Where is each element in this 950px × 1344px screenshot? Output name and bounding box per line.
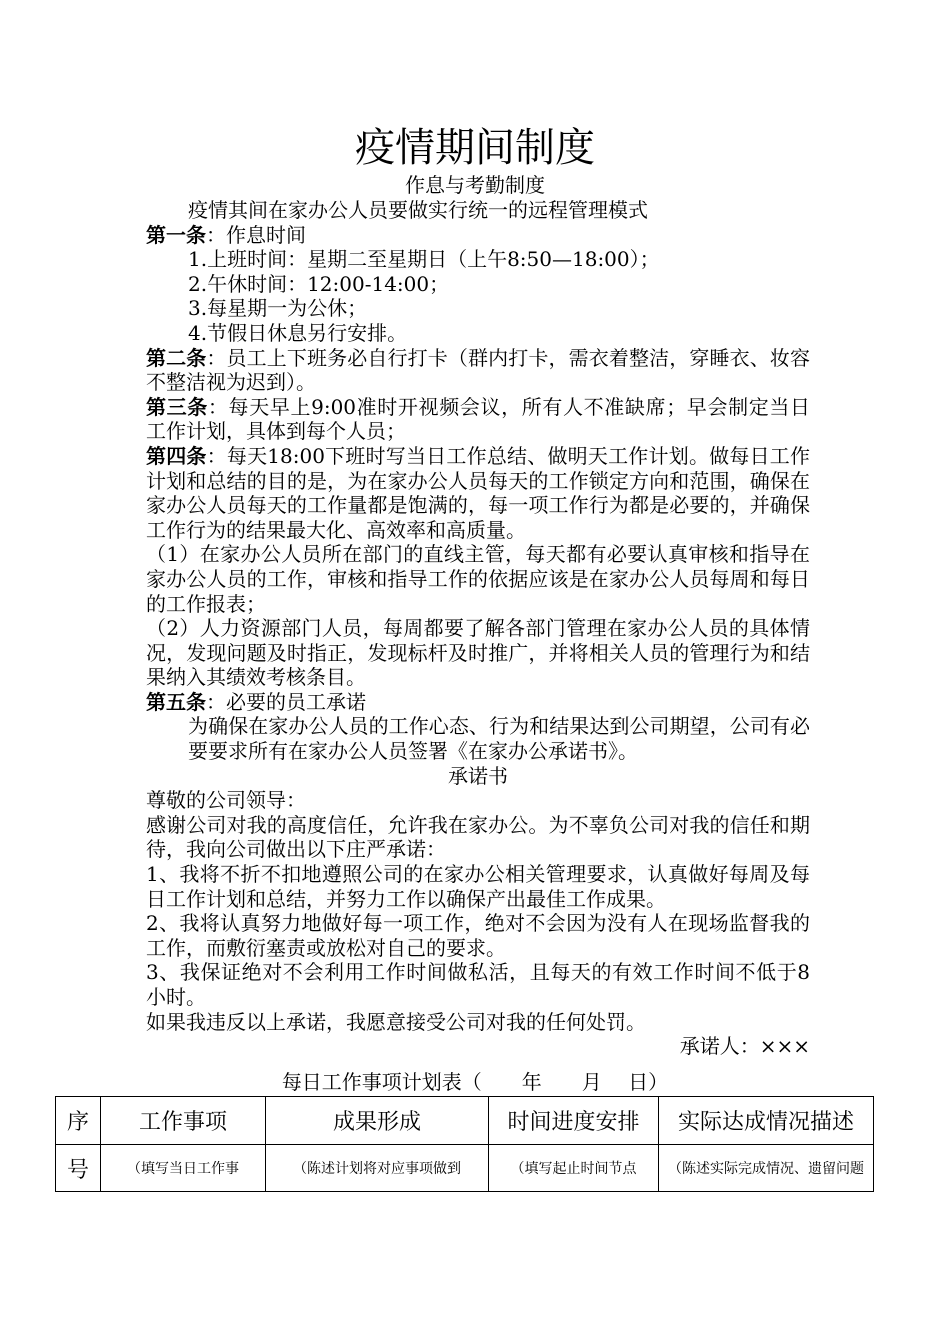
article-3 — [146, 395, 810, 444]
daily-plan-table — [55, 1096, 874, 1192]
article-2 — [146, 346, 810, 395]
header-cell-actual: 实际达成情况描述 — [659, 1097, 874, 1145]
header-cell-result: 成果形成 — [266, 1097, 489, 1145]
note-cell-schedule: （填写起止时间节点 — [489, 1145, 659, 1192]
article-4-point-1: （1）在家办公人员所在部门的直线主管，每天都有必要认真审核和指导在家办公人员的工作，审核和指导工作的依据应该是在家办公人员每周和每日的工作报表； — [146, 542, 810, 616]
header-cell-schedule: 时间进度安排 — [489, 1097, 659, 1145]
pledge-closing: 如果我违反以上承诺，我愿意接受公司对我的任何处罚。 — [146, 1009, 646, 1034]
article-1-item: 3.每星期一为公休； — [188, 296, 368, 321]
header-cell-seq: 序 — [56, 1097, 101, 1145]
note-cell-result: （陈述计划将对应事项做到 — [266, 1145, 489, 1192]
note-cell-seq: 号 — [56, 1145, 101, 1192]
document-title: 疫情期间制度 — [355, 125, 595, 171]
pledge-title: 承诺书 — [448, 763, 508, 788]
article-text: ：每天18:00下班时写当日工作总结、做明天工作计划。做每日工作计划和总结的目的是，为在家办公人员每天的工作锁定方向和范围，确保在家办公人员每天的工作量都是饱满的，每一项工作行为都是必要的，并确保工作行为的结果最大化、高效率和高质量。 — [146, 443, 811, 542]
note-cell-task: （填写当日工作事 — [101, 1145, 266, 1192]
pledge-greeting: 尊敬的公司领导： — [146, 788, 306, 813]
article-label: 第四条 — [146, 443, 207, 468]
article-text: ：作息时间 — [206, 222, 306, 247]
article-text: ：每天早上9:00准时开视频会议，所有人不准缺席；早会制定当日工作计划，具体到每个人员； — [146, 394, 811, 444]
pledge-item: 1、我将不折不扣地遵照公司的在家办公相关管理要求，认真做好每周及每日工作计划和总结，并努力工作以确保产出最佳工作成果。 — [146, 862, 810, 911]
note-cell-actual: （陈述实际完成情况、遗留问题 — [659, 1145, 874, 1192]
article-5-heading — [146, 690, 810, 715]
pledge-signer: 承诺人：××× — [679, 1034, 810, 1059]
article-label: 第三条 — [146, 394, 208, 419]
pledge-intro: 感谢公司对我的高度信任，允许我在家办公。为不辜负公司对我的信任和期待，我向公司做出以下庄严承诺： — [146, 812, 810, 862]
table-note-row — [56, 1145, 874, 1192]
article-label: 第五条 — [146, 689, 206, 714]
article-label: 第二条 — [146, 345, 207, 370]
document-subtitle: 作息与考勤制度 — [405, 173, 545, 197]
article-5-body: 为确保在家办公人员的工作心态、行为和结果达到公司期望，公司有必要要求所有在家办公人员签署《在家办公承诺书》。 — [188, 714, 810, 764]
article-text: ：必要的员工承诺 — [206, 689, 366, 714]
article-4-point-2: （2）人力资源部门人员，每周都要了解各部门管理在家办公人员的具体情况，发现问题及时指正，发现标杆及时推广，并将相关人员的管理行为和结果纳入其绩效考核条目。 — [146, 616, 810, 690]
table-header-row — [56, 1097, 874, 1145]
article-text: ：员工上下班务必自行打卡（群内打卡，需衣着整洁，穿睡衣、妆容不整洁视为迟到）。 — [146, 345, 810, 395]
article-4 — [146, 444, 810, 542]
article-1-item: 4.节假日休息另行安排。 — [188, 320, 408, 345]
intro-line: 疫情其间在家办公人员要做实行统一的远程管理模式 — [188, 198, 648, 222]
header-cell-task: 工作事项 — [101, 1097, 266, 1145]
pledge-item: 2、我将认真努力地做好每一项工作，绝对不会因为没有人在现场监督我的工作，而敷衍塞责或放松对自己的要求。 — [146, 911, 810, 960]
article-1-heading — [146, 223, 810, 248]
document-body — [146, 198, 810, 1059]
plan-table-caption: 每日工作事项计划表（ 年 月 日） — [281, 1070, 669, 1094]
article-1-item: 1.上班时间：星期二至星期日（上午8:50—18:00）； — [188, 247, 660, 272]
article-label: 第一条 — [146, 222, 206, 247]
pledge-item: 3、我保证绝对不会利用工作时间做私活，且每天的有效工作时间不低于8小时。 — [146, 960, 810, 1009]
article-1-item: 2.午休时间：12:00-14:00； — [188, 271, 450, 296]
